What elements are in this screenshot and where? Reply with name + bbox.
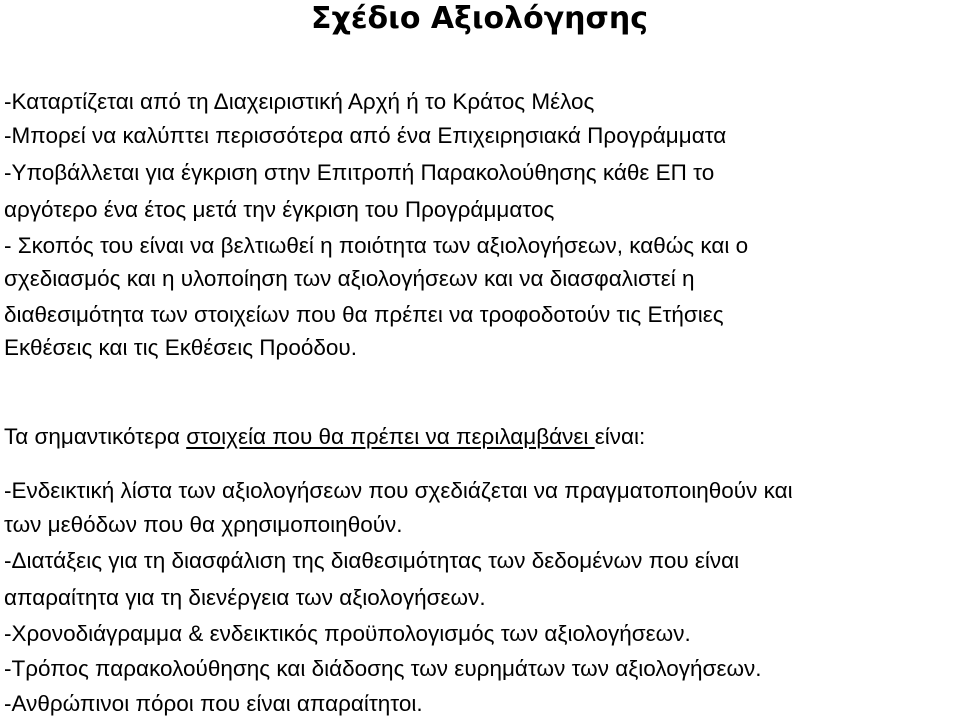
text-line: Εκθέσεις και τις Εκθέσεις Προόδου. xyxy=(4,335,357,360)
text-line: -Χρονοδιάγραμμα & ενδεικτικός προϋπολογισμός των αξιολογήσεων. xyxy=(4,621,691,646)
text-line: διαθεσιμότητα των στοιχείων που θα πρέπει να τροφοδοτούν τις Ετήσιες xyxy=(4,302,724,327)
underlined-text: στοιχεία που θα πρέπει να περιλαμβάνει xyxy=(186,424,595,449)
text-segment: Τα σημαντικότερα xyxy=(4,424,187,449)
text-line: απαραίτητα για τη διενέργεια των αξιολογήσεων. xyxy=(4,585,486,610)
text-line: -Μπορεί να καλύπτει περισσότερα από ένα Επιχειρησιακά Προγράμματα xyxy=(4,123,727,148)
text-segment: είναι: xyxy=(594,424,646,449)
text-line: -Ανθρώπινοι πόροι που είναι απαραίτητοι. xyxy=(4,691,423,716)
page-title: Σχέδιο Αξιολόγησης xyxy=(310,1,649,36)
text-line: -Διατάξεις για τη διασφάλιση της διαθεσιμότητας των δεδομένων που είναι xyxy=(4,548,740,573)
text-line-underlined xyxy=(4,420,645,454)
text-line: αργότερο ένα έτος μετά την έγκριση του Προγράμματος xyxy=(4,197,555,222)
text-line: -Υποβάλλεται για έγκριση στην Επιτροπή Παρακολούθησης κάθε ΕΠ το xyxy=(4,160,715,185)
text-line: -Καταρτίζεται από τη Διαχειριστική Αρχή ή το Κράτος Μέλος xyxy=(4,89,595,114)
text-line: -Ενδεικτική λίστα των αξιολογήσεων που σχεδιάζεται να πραγματοποιηθούν και xyxy=(4,478,793,503)
text-line: -Τρόπος παρακολούθησης και διάδοσης των ευρημάτων των αξιολογήσεων. xyxy=(4,656,762,681)
text-line: σχεδιασμός και η υλοποίηση των αξιολογήσεων και να διασφαλιστεί η xyxy=(4,266,695,291)
text-line: - Σκοπός του είναι να βελτιωθεί η ποιότητα των αξιολογήσεων, καθώς και ο xyxy=(4,233,749,258)
text-line: των μεθόδων που θα χρησιμοποιηθούν. xyxy=(4,512,403,537)
